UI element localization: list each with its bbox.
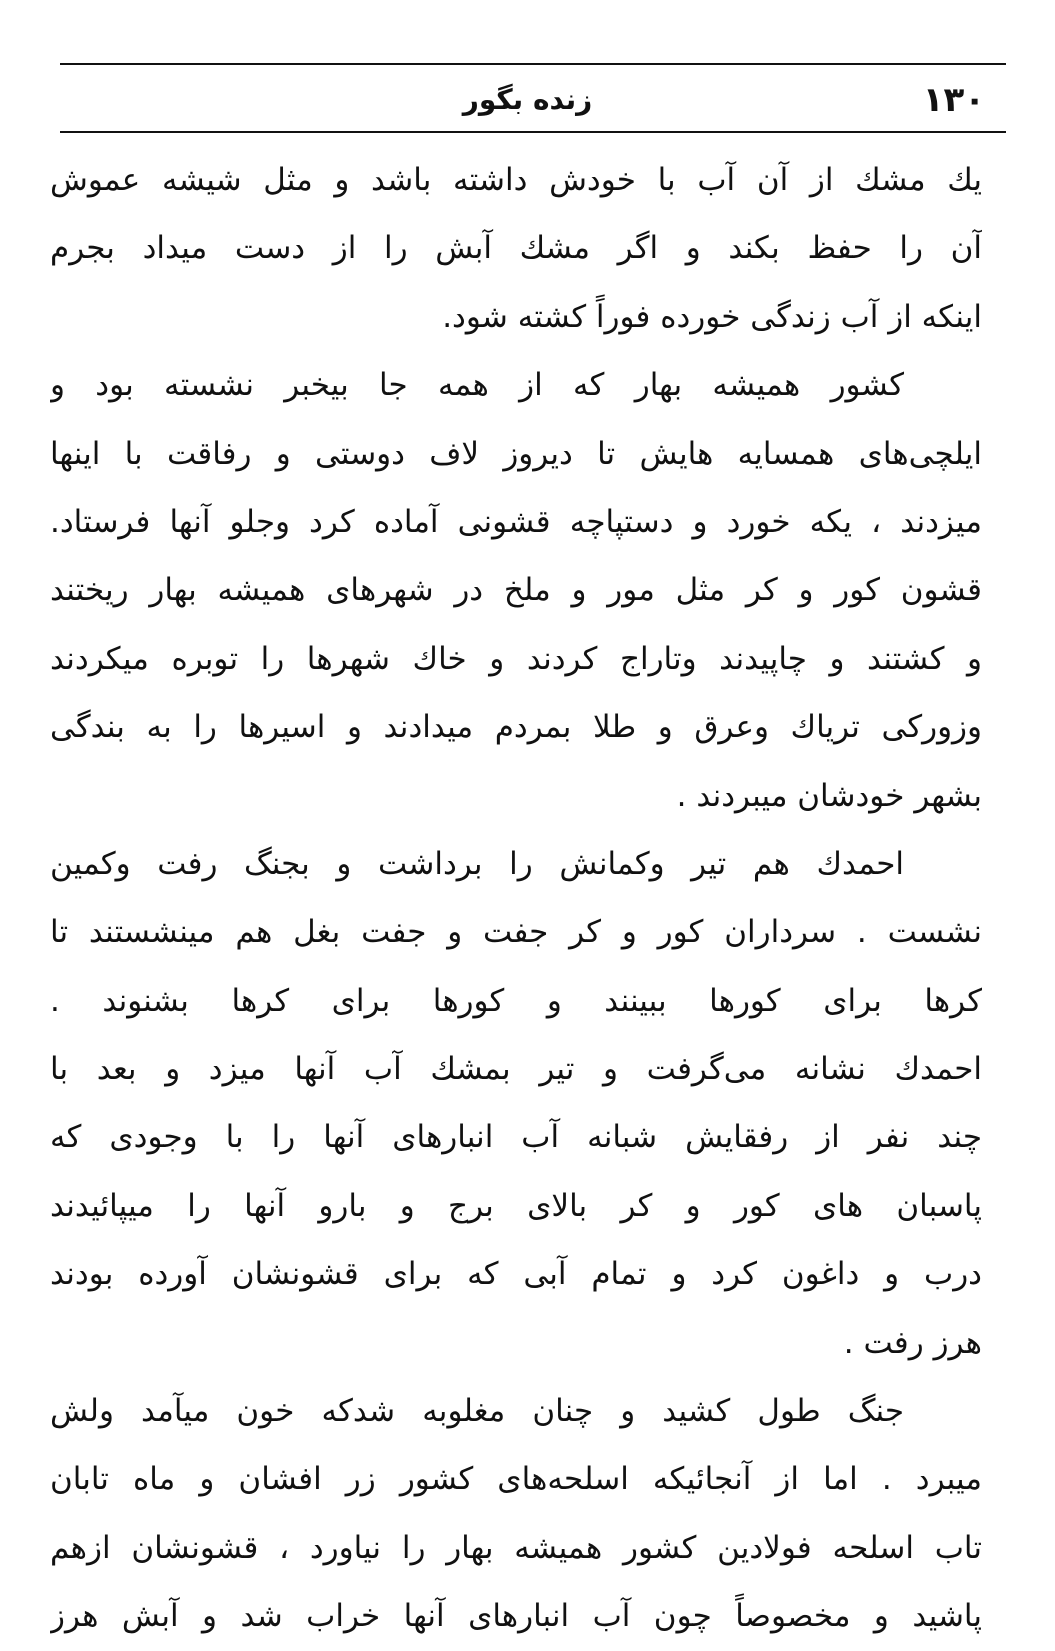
text-line: احمدك نشانه می‌گرفت و تیر بمشك آب آنها میزد و بعد با: [50, 1051, 982, 1088]
text-line: میزدند ، یکه خورد و دستپاچه قشونی آماده کرد وجلو آنها فرستاد.: [50, 503, 982, 540]
text-line: درب و داغون کرد و تمام آبی که برای قشونشان آورده بودند: [50, 1256, 982, 1293]
text-line: بشهر خودشان میبردند .: [676, 777, 982, 814]
text-line: هرز رفت .: [843, 1324, 982, 1361]
text-line: پاسبان های کور و کر بالای برج و بارو آنها را میپائیدند: [50, 1187, 982, 1224]
text-line: قشون کور و کر مثل مور و ملخ در شهرهای همیشه بهار ریختند: [50, 572, 982, 609]
text-line: میبرد . اما از آنجائیکه اسلحه‌های کشور زر افشان و ماه تابان: [50, 1461, 982, 1498]
text-line: ایلچی‌های همسایه هایش تا دیروز لاف دوستی و رفاقت با اینها: [50, 435, 982, 472]
header-rule-bottom: [60, 131, 1006, 133]
running-title: زنده بگور: [462, 83, 593, 116]
text-line: احمدك هم تیر وکمانش را برداشت و بجنگ رفت وکمین: [50, 845, 904, 882]
text-line: آن را حفظ بکند و اگر مشك آبش را از دست میداد بجرم: [50, 230, 982, 267]
page-number: ۱۳۰: [922, 80, 985, 120]
text-line: کرها برای کورها ببینند و کورها برای کرها بشنوند .: [50, 982, 982, 1019]
text-line: اینکه از آب زندگی خورده فوراً کشته شود.: [442, 298, 982, 335]
text-line: یك مشك از آن آب با خودش داشته باشد و مثل شیشه عموش: [50, 162, 982, 198]
text-line: وزورکی تریاك وعرق و طلا بمردم میدادند و اسیرها را به بندگی: [50, 709, 982, 746]
text-line: پاشید و مخصوصاً چون آب انبارهای آنها خراب شد و آبش هرز: [50, 1598, 982, 1635]
text-line: جنگ طول کشید و چنان مغلوبه شدکه خون میآمد ولش: [50, 1393, 904, 1430]
text-line: و کشتند و چاپیدند وتاراج کردند و خاك شهرها را توبره میکردند: [50, 640, 982, 677]
body-text: [50, 146, 982, 1651]
header-rule-top: [60, 63, 1006, 65]
text-line: کشور همیشه بهار که از همه جا بیخبر نشسته بود و: [50, 367, 904, 404]
text-line: نشست . سرداران کور و کر جفت و جفت بغل هم مینشستند تا: [50, 914, 982, 951]
text-line: چند نفر از رفقایش شبانه آب انبارهای آنها را با وجودی که: [50, 1119, 982, 1156]
text-line: تاب اسلحه فولادین کشور همیشه بهار را نیاورد ، قشونشان ازهم: [50, 1529, 982, 1566]
